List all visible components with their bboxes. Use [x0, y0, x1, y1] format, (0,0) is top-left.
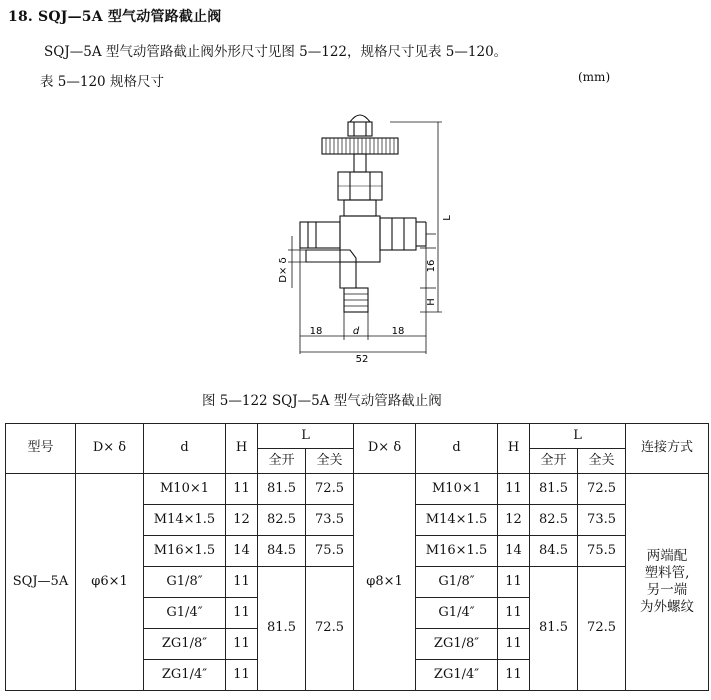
connection-line: 为外螺纹 — [640, 598, 695, 615]
figure-caption: 图 5—122 SQJ—5A 型气动管路截止阀 — [202, 393, 442, 409]
header-L-left: L — [258, 424, 354, 449]
section-number: 18. — [8, 9, 33, 25]
cell-d: M16×1.5 — [416, 536, 498, 567]
cell-open-merged: 81.5 — [530, 567, 578, 691]
spec-table — [5, 423, 709, 691]
cell-H: 14 — [226, 536, 258, 567]
cell-H: 11 — [226, 660, 258, 691]
cell-close: 75.5 — [578, 536, 626, 567]
header-open-left: 全开 — [258, 449, 306, 474]
cell-H: 11 — [226, 598, 258, 629]
stem — [354, 154, 366, 172]
cap-nut — [348, 122, 372, 136]
connection-line: 塑料管, — [644, 565, 690, 582]
cell-d: M10×1 — [416, 474, 498, 505]
section-heading — [8, 6, 221, 26]
left-fitting — [300, 222, 340, 248]
intro-paragraph: SQJ—5A 型气动管路截止阀外形尺寸见图 5—122，规格尺寸见表 5—120。 — [44, 44, 508, 60]
cell-model: SQJ—5A — [6, 474, 76, 691]
header-d-right: d — [416, 424, 498, 474]
header-d-left: d — [144, 424, 226, 474]
cell-open: 81.5 — [258, 474, 306, 505]
cell-connection — [626, 474, 709, 691]
section-title: SQJ—5A 型气动管路截止阀 — [38, 9, 222, 25]
cell-d: G1/4″ — [416, 598, 498, 629]
cell-close: 73.5 — [578, 505, 626, 536]
right-fitting — [380, 218, 416, 250]
cell-close: 73.5 — [306, 505, 354, 536]
valve-body — [340, 216, 380, 262]
cell-close: 72.5 — [306, 474, 354, 505]
cell-H: 11 — [498, 598, 530, 629]
cell-d: M16×1.5 — [144, 536, 226, 567]
header-H-right: H — [498, 424, 530, 474]
cell-H: 11 — [226, 474, 258, 505]
cell-d: ZG1/4″ — [144, 660, 226, 691]
cell-d: ZG1/8″ — [144, 629, 226, 660]
cell-H: 11 — [498, 567, 530, 598]
connection-line: 两端配 — [646, 548, 688, 565]
header-dxd-right: D× δ — [354, 424, 416, 474]
cell-H: 14 — [498, 536, 530, 567]
cell-open-merged: 81.5 — [258, 567, 306, 691]
cell-d: M14×1.5 — [416, 505, 498, 536]
header-dxd-left: D× δ — [76, 424, 144, 474]
dim-total-52: 52 — [355, 354, 369, 365]
dim-16: 16 — [426, 259, 437, 273]
handwheel — [322, 138, 398, 154]
elbow — [306, 250, 356, 288]
cell-d: G1/8″ — [416, 567, 498, 598]
cell-open: 84.5 — [258, 536, 306, 567]
valve-drawing — [250, 92, 460, 374]
cell-dxd-left: φ6×1 — [76, 474, 144, 691]
cell-H: 11 — [498, 660, 530, 691]
header-close-right: 全关 — [578, 449, 626, 474]
table-caption: 表 5—120 规格尺寸 — [40, 74, 164, 90]
cap-dome — [350, 115, 370, 122]
dim-right-18: 18 — [391, 326, 405, 337]
cell-close: 72.5 — [578, 474, 626, 505]
cell-close-merged: 72.5 — [306, 567, 354, 691]
dim-d: d — [352, 326, 360, 337]
table-row — [6, 474, 709, 505]
cell-H: 11 — [226, 567, 258, 598]
header-close-left: 全关 — [306, 449, 354, 474]
cell-H: 11 — [226, 629, 258, 660]
cell-H: 11 — [498, 629, 530, 660]
header-connection: 连接方式 — [626, 424, 709, 474]
dim-dxd: D× δ — [278, 257, 289, 283]
bonnet — [344, 200, 376, 216]
header-L-right: L — [530, 424, 626, 449]
cell-open: 82.5 — [258, 505, 306, 536]
cell-open: 81.5 — [530, 474, 578, 505]
cell-dxd-right: φ8×1 — [354, 474, 416, 691]
cell-close-merged: 72.5 — [578, 567, 626, 691]
cell-d: ZG1/4″ — [416, 660, 498, 691]
dim-L: L — [442, 215, 453, 221]
cell-d: ZG1/8″ — [416, 629, 498, 660]
cell-d: M14×1.5 — [144, 505, 226, 536]
dim-left-18: 18 — [309, 326, 323, 337]
cell-d: G1/4″ — [144, 598, 226, 629]
cell-H: 11 — [498, 474, 530, 505]
cell-open: 84.5 — [530, 536, 578, 567]
cell-H: 12 — [498, 505, 530, 536]
cell-d: M10×1 — [144, 474, 226, 505]
cell-close: 75.5 — [306, 536, 354, 567]
cell-d: G1/8″ — [144, 567, 226, 598]
header-H-left: H — [226, 424, 258, 474]
cell-H: 12 — [226, 505, 258, 536]
connection-line: 另一端 — [646, 582, 688, 598]
unit-label: (mm) — [578, 70, 611, 84]
header-open-right: 全开 — [530, 449, 578, 474]
cell-open: 82.5 — [530, 505, 578, 536]
dim-H: H — [426, 298, 437, 306]
header-model: 型号 — [6, 424, 76, 474]
